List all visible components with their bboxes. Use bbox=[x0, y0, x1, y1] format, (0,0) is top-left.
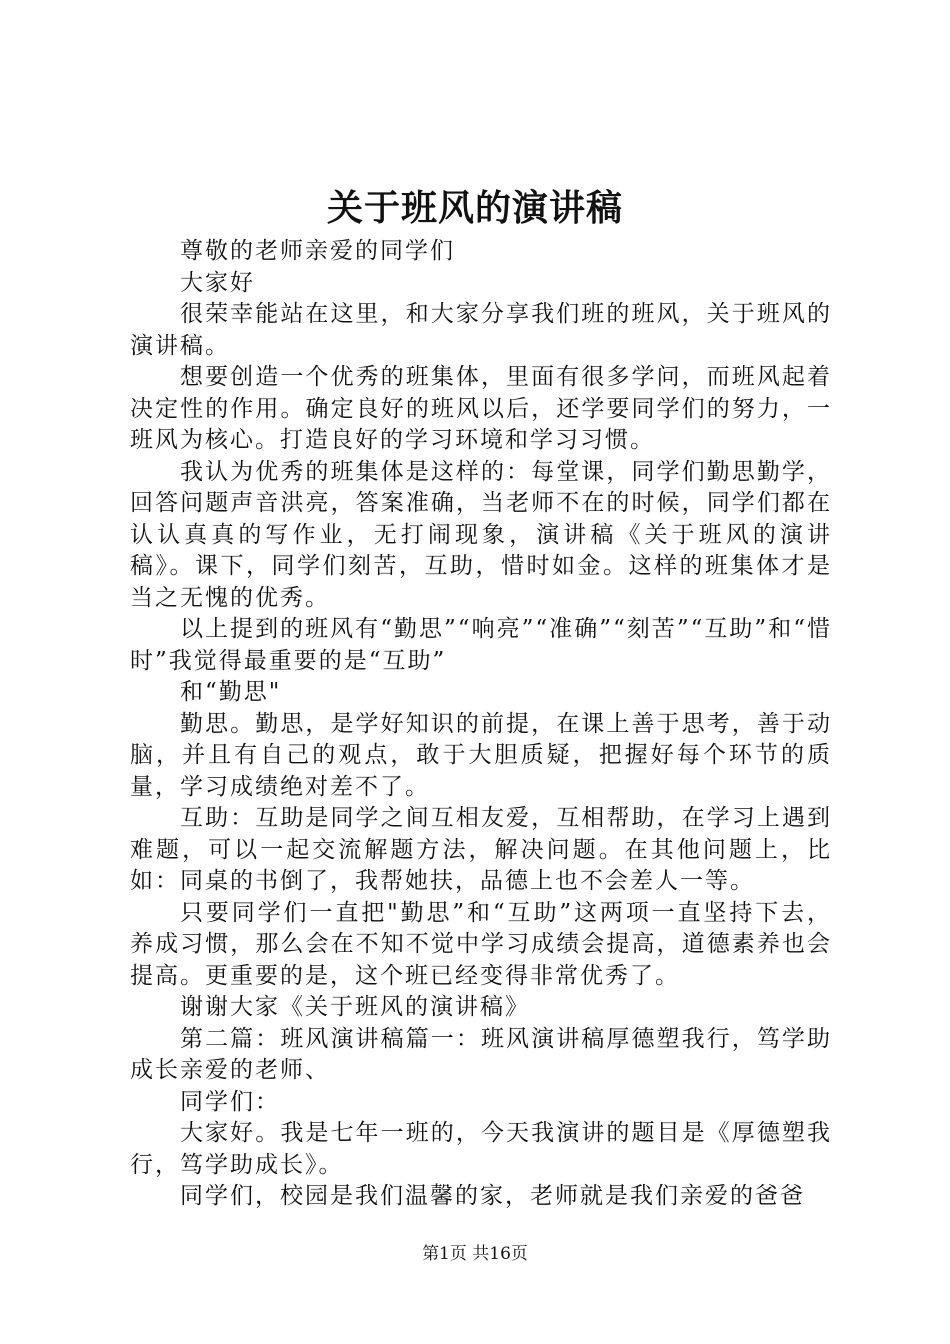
document-title: 关于班风的演讲稿 bbox=[326, 187, 623, 229]
paragraph: 同学们，校园是我们温馨的家，老师就是我们亲爱的爸爸 bbox=[180, 1183, 805, 1209]
paragraph: 第二篇：班风演讲稿篇一：班风演讲稿厚德塑我行，笃学助成长亲爱的老师、 bbox=[130, 1025, 832, 1083]
document-body bbox=[130, 236, 832, 1213]
paragraph: 大家好 bbox=[180, 269, 255, 296]
paragraph: 想要创造一个优秀的班集体，里面有很多学问，而班风起着决定性的作用。确定良好的班风以后，还学要同学们的努力，一班风为核心。打造良好的学习环境和学习习惯。 bbox=[130, 364, 832, 453]
page-number-footer: 第1页 共16页 bbox=[422, 1244, 528, 1264]
paragraph: 互助：互助是同学之间互相友爱，互相帮助，在学习上遇到难题，可以一起交流解题方法，解决问题。在其他问题上，比如：同桌的书倒了，我帮她扶，品德上也不会差人一等。 bbox=[130, 805, 832, 894]
paragraph: 以上提到的班风有“勤思”“响亮”“准确”“刻苦”“互助”和“惜时”我觉得最重要的是“互助” bbox=[130, 616, 832, 674]
paragraph: 同学们： bbox=[180, 1088, 280, 1115]
paragraph: 我认为优秀的班集体是这样的：每堂课，同学们勤思勤学，回答问题声音洪亮，答案准确，当老师不在的时候，同学们都在认认真真的写作业，无打闹现象，演讲稿《关于班风的演讲稿》。课下，同学们刻苦，互助，惜时如金。这样的班集体才是当之无愧的优秀。 bbox=[130, 458, 832, 611]
paragraph: 尊敬的老师亲爱的同学们 bbox=[180, 238, 455, 264]
paragraph: 大家好。我是七年一班的，今天我演讲的题目是《厚德塑我行，笃学助成长》。 bbox=[130, 1120, 832, 1178]
paragraph: 谢谢大家《关于班风的演讲稿》 bbox=[180, 994, 530, 1020]
paragraph: 勤思。勤思，是学好知识的前提，在课上善于思考，善于动脑，并且有自己的观点，敢于大胆质疑，把握好每个环节的质量，学习成绩绝对差不了。 bbox=[130, 710, 832, 800]
paragraph: 很荣幸能站在这里，和大家分享我们班的班风，关于班风的演讲稿。 bbox=[130, 301, 832, 359]
paragraph: 只要同学们一直把"勤思”和“互助”这两项一直坚持下去，养成习惯，那么会在不知不觉中学习成绩会提高，道德素养也会提高。更重要的是，这个班已经变得非常优秀了。 bbox=[130, 899, 832, 989]
paragraph: 和“勤思" bbox=[180, 679, 282, 705]
